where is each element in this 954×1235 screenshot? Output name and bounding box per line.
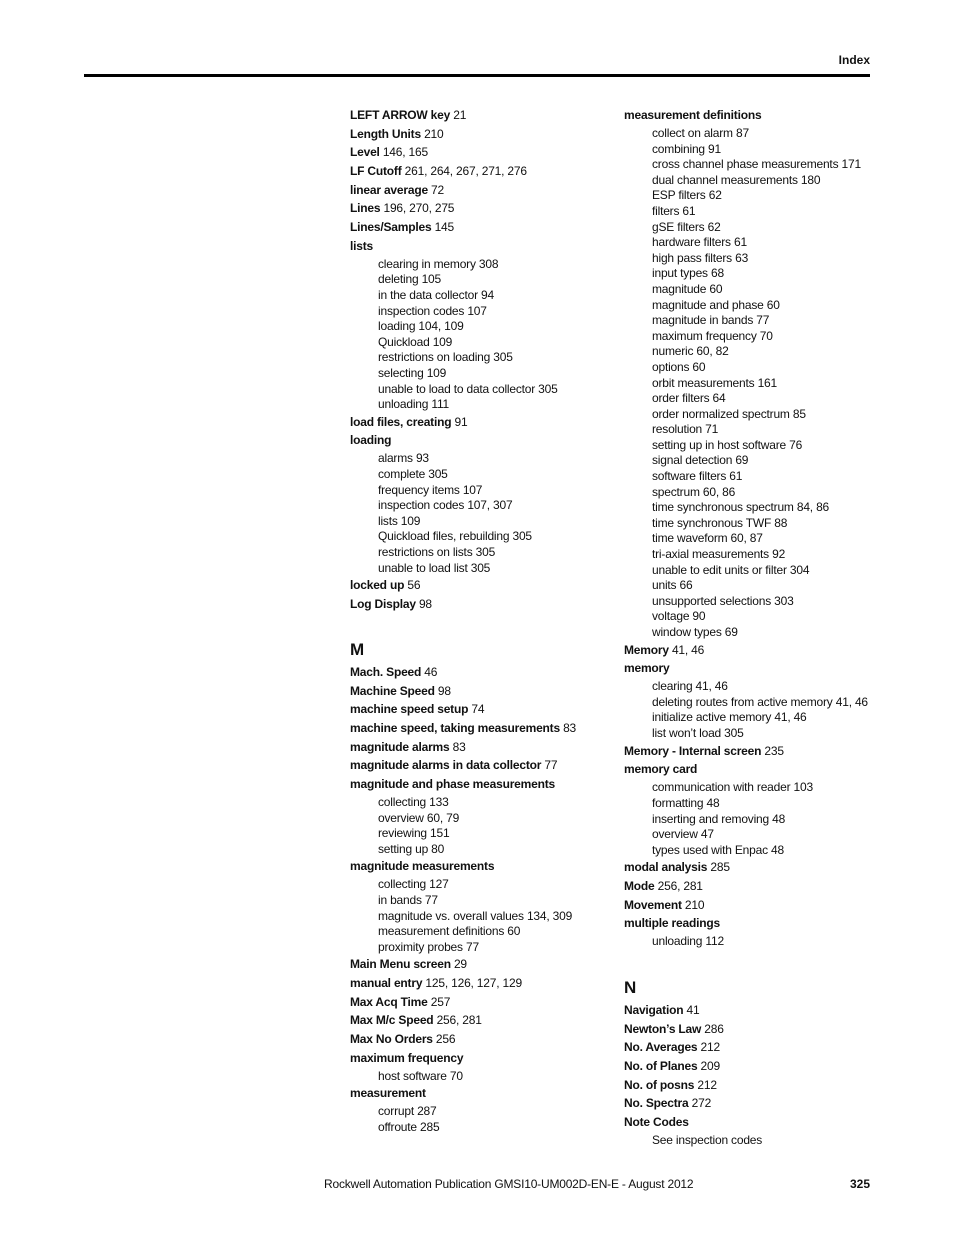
index-subentry: formatting 48 bbox=[652, 795, 720, 810]
index-term: multiple readings bbox=[624, 916, 720, 931]
index-page-refs: 41 bbox=[683, 1002, 700, 1017]
index-subentry-list bbox=[350, 257, 610, 413]
index-term: load files, creating bbox=[350, 414, 452, 429]
index-entry bbox=[624, 898, 894, 913]
index-subentry-list bbox=[350, 451, 610, 576]
index-term: manual entry bbox=[350, 976, 423, 991]
index-term: Machine Speed bbox=[350, 683, 435, 698]
index-entry bbox=[350, 183, 610, 198]
index-entry bbox=[624, 762, 894, 777]
index-entry bbox=[350, 995, 610, 1010]
index-entry bbox=[624, 1040, 894, 1055]
index-subentry: types used with Enpac 48 bbox=[652, 842, 784, 857]
index-term: magnitude measurements bbox=[350, 859, 495, 874]
index-entry bbox=[624, 1115, 894, 1130]
index-subentry: measurement definitions 60 bbox=[378, 924, 521, 939]
index-entry bbox=[350, 1013, 610, 1028]
index-entry bbox=[350, 415, 610, 430]
index-subentry: time waveform 60, 87 bbox=[652, 531, 763, 546]
index-subentry: time synchronous TWF 88 bbox=[652, 515, 788, 530]
index-subentry: spectrum 60, 86 bbox=[652, 484, 736, 499]
index-entry bbox=[350, 220, 610, 235]
index-page-refs: 98 bbox=[434, 683, 451, 698]
index-entry bbox=[350, 108, 610, 123]
index-subentry: loading 104, 109 bbox=[378, 319, 464, 334]
index-page-refs: 72 bbox=[427, 182, 445, 197]
index-page-refs: 210 bbox=[420, 126, 444, 141]
index-subentry: initialize active memory 41, 46 bbox=[652, 710, 807, 725]
index-subentry: window types 69 bbox=[652, 625, 738, 639]
index-subentry: high pass filters 63 bbox=[652, 250, 749, 265]
index-entry bbox=[350, 578, 610, 593]
index-term: loading bbox=[350, 433, 392, 448]
index-term: Lines bbox=[350, 201, 381, 216]
index-subentry: dual channel measurements 180 bbox=[652, 172, 821, 187]
index-entry bbox=[624, 1096, 894, 1111]
index-subentry: unable to load list 305 bbox=[378, 560, 491, 575]
index-entry bbox=[350, 201, 610, 216]
index-page-refs: 83 bbox=[559, 720, 577, 735]
index-entry bbox=[350, 859, 610, 874]
index-subentry-list bbox=[350, 795, 610, 857]
index-subentry: ESP filters 62 bbox=[652, 188, 722, 203]
index-subentry: orbit measurements 161 bbox=[652, 375, 777, 390]
index-entry bbox=[350, 127, 610, 142]
index-page-refs: 46 bbox=[421, 664, 438, 679]
index-term: Note Codes bbox=[624, 1115, 689, 1130]
index-entry bbox=[350, 1032, 610, 1047]
index-term: Main Menu screen bbox=[350, 957, 451, 972]
index-subentry: setting up in host software 76 bbox=[652, 437, 803, 452]
index-subentry: cross channel phase measurements 171 bbox=[652, 157, 861, 172]
index-term: No. of Planes bbox=[624, 1059, 698, 1074]
index-term: Log Display bbox=[350, 596, 416, 611]
index-subentry: setting up 80 bbox=[378, 841, 445, 856]
index-term: Max No Orders bbox=[350, 1032, 433, 1047]
index-subentry: hardware filters 61 bbox=[652, 235, 747, 250]
index-entry bbox=[350, 777, 610, 792]
index-term: modal analysis bbox=[624, 860, 708, 875]
index-entry bbox=[350, 433, 610, 448]
index-subentry: restrictions on loading 305 bbox=[378, 350, 513, 365]
index-subentry: magnitude 60 bbox=[652, 281, 723, 296]
index-term: Newton’s Law bbox=[624, 1021, 702, 1036]
index-term: Navigation bbox=[624, 1002, 684, 1017]
index-letter-heading: M bbox=[350, 639, 365, 659]
index-subentry: collecting 133 bbox=[378, 795, 449, 809]
index-term: lists bbox=[350, 238, 374, 253]
index-subentry: unloading 111 bbox=[378, 397, 450, 412]
index-page-refs: 145 bbox=[431, 220, 454, 235]
index-entry bbox=[350, 145, 610, 160]
index-page-refs: 209 bbox=[697, 1059, 720, 1074]
index-subentry: unable to load to data collector 305 bbox=[378, 381, 558, 396]
index-subentry: signal detection 69 bbox=[652, 453, 749, 468]
index-subentry: time synchronous spectrum 84, 86 bbox=[652, 500, 830, 515]
index-subentry: in the data collector 94 bbox=[378, 288, 494, 302]
index-subentry: resolution 71 bbox=[652, 422, 719, 437]
index-subentry-list bbox=[624, 780, 894, 858]
index-letter-heading: N bbox=[624, 977, 637, 997]
index-subentry: options 60 bbox=[652, 359, 706, 374]
index-term: Mode bbox=[624, 879, 655, 893]
index-term: maximum frequency bbox=[350, 1050, 464, 1065]
index-term: magnitude alarms bbox=[350, 739, 450, 754]
index-subentry: numeric 60, 82 bbox=[652, 344, 729, 359]
index-subentry: deleting routes from active memory 41, 46 bbox=[652, 694, 868, 709]
index-page-refs: 261, 264, 267, 271, 276 bbox=[401, 164, 527, 179]
index-page-refs: 256, 281 bbox=[433, 1013, 482, 1028]
index-subentry: unloading 112 bbox=[652, 934, 724, 949]
footer-publication: Rockwell Automation Publication GMSI10-UM002D-EN-E - August 2012 bbox=[324, 1177, 694, 1191]
index-subentry-list bbox=[624, 126, 894, 641]
index-entry bbox=[350, 957, 610, 972]
index-term: Length Units bbox=[350, 126, 421, 141]
index-entry bbox=[350, 721, 610, 736]
index-entry bbox=[624, 661, 894, 676]
index-subentry: clearing in memory 308 bbox=[378, 256, 499, 271]
index-term: No. of posns bbox=[624, 1077, 695, 1092]
index-subentry: overview 60, 79 bbox=[378, 810, 460, 825]
index-page-refs: 146, 165 bbox=[379, 145, 428, 160]
index-entry bbox=[350, 665, 610, 680]
index-term: No. Averages bbox=[624, 1040, 698, 1055]
index-entry bbox=[350, 597, 610, 612]
index-column-left bbox=[350, 108, 610, 1136]
index-subentry: See inspection codes bbox=[652, 1133, 763, 1148]
index-subentry: magnitude and phase 60 bbox=[652, 297, 780, 312]
index-subentry: gSE filters 62 bbox=[652, 219, 721, 234]
index-term: measurement definitions bbox=[624, 108, 762, 122]
index-subentry: selecting 109 bbox=[378, 365, 447, 380]
index-entry bbox=[624, 1022, 894, 1037]
index-subentry: lists 109 bbox=[378, 513, 421, 528]
index-term: Level bbox=[350, 145, 380, 160]
index-term: Max Acq Time bbox=[350, 994, 428, 1009]
index-term: magnitude and phase measurements bbox=[350, 777, 555, 791]
index-entry bbox=[350, 1051, 610, 1066]
index-subentry: reviewing 151 bbox=[378, 826, 450, 841]
index-page-refs: 257 bbox=[427, 994, 451, 1009]
index-subentry: offroute 285 bbox=[378, 1119, 440, 1134]
index-subentry: alarms 93 bbox=[378, 451, 429, 466]
index-term: measurement bbox=[350, 1086, 426, 1101]
index-subentry: collect on alarm 87 bbox=[652, 126, 749, 140]
index-subentry-list bbox=[624, 1133, 894, 1149]
index-term: memory bbox=[624, 661, 670, 676]
index-page-refs: 91 bbox=[451, 414, 468, 429]
index-entry bbox=[624, 860, 894, 875]
index-subentry: corrupt 287 bbox=[378, 1104, 437, 1119]
index-entry bbox=[350, 976, 610, 991]
index-subentry: magnitude in bands 77 bbox=[652, 313, 770, 328]
index-page-refs: 74 bbox=[468, 702, 485, 717]
index-entry bbox=[624, 879, 894, 894]
index-subentry: communication with reader 103 bbox=[652, 780, 813, 795]
index-entry bbox=[624, 643, 894, 658]
index-entry bbox=[350, 239, 610, 254]
index-page-refs: 210 bbox=[681, 897, 705, 912]
index-entry bbox=[624, 916, 894, 931]
index-term: linear average bbox=[350, 182, 428, 197]
index-subentry-list bbox=[624, 679, 894, 741]
index-subentry: filters 61 bbox=[652, 203, 696, 218]
index-entry bbox=[624, 108, 894, 123]
index-entry bbox=[350, 1086, 610, 1101]
index-term: magnitude alarms in data collector bbox=[350, 758, 542, 773]
index-page-refs: 41, 46 bbox=[668, 642, 705, 657]
index-page-refs: 77 bbox=[541, 758, 558, 773]
index-entry bbox=[350, 164, 610, 179]
index-entry bbox=[350, 758, 610, 773]
index-entry bbox=[624, 1003, 894, 1018]
index-term: Lines/Samples bbox=[350, 220, 432, 235]
index-term: Mach. Speed bbox=[350, 664, 422, 679]
index-subentry: inspection codes 107 bbox=[378, 303, 487, 318]
index-subentry: maximum frequency 70 bbox=[652, 328, 773, 343]
index-subentry: Quickload files, rebuilding 305 bbox=[378, 529, 532, 544]
index-subentry: overview 47 bbox=[652, 827, 714, 842]
index-subentry: deleting 105 bbox=[378, 272, 441, 287]
index-page-refs: 125, 126, 127, 129 bbox=[422, 976, 522, 991]
index-subentry: input types 68 bbox=[652, 266, 724, 281]
index-subentry: order filters 64 bbox=[652, 391, 726, 406]
index-entry bbox=[350, 740, 610, 755]
index-subentry-list bbox=[350, 1104, 610, 1135]
index-subentry: restrictions on lists 305 bbox=[378, 545, 496, 559]
index-page-refs: 29 bbox=[450, 957, 467, 972]
index-subentry: in bands 77 bbox=[378, 892, 438, 907]
index-term: locked up bbox=[350, 578, 405, 593]
index-entry bbox=[624, 1059, 894, 1074]
index-page-refs: 235 bbox=[761, 743, 784, 758]
index-subentry: inserting and removing 48 bbox=[652, 811, 786, 826]
index-term: Movement bbox=[624, 897, 682, 912]
index-subentry: software filters 61 bbox=[652, 469, 743, 484]
page-number: 325 bbox=[849, 1177, 870, 1191]
index-subentry: Quickload 109 bbox=[378, 334, 453, 349]
index-entry bbox=[624, 744, 894, 759]
index-entry bbox=[624, 1078, 894, 1093]
index-term: Memory bbox=[624, 642, 669, 657]
index-page-refs: 196, 270, 275 bbox=[380, 201, 455, 216]
index-entry bbox=[350, 684, 610, 699]
index-subentry-list bbox=[350, 1069, 610, 1085]
index-subentry: list won’t load 305 bbox=[652, 726, 744, 741]
index-subentry: combining 91 bbox=[652, 141, 721, 156]
index-subentry: unsupported selections 303 bbox=[652, 593, 794, 608]
index-term: Memory - Internal screen bbox=[624, 743, 762, 758]
index-subentry: clearing 41, 46 bbox=[652, 679, 728, 694]
index-subentry: tri-axial measurements 92 bbox=[652, 547, 786, 562]
index-subentry: units 66 bbox=[652, 578, 693, 593]
index-page-refs: 285 bbox=[707, 860, 730, 875]
index-page-refs: 212 bbox=[697, 1040, 720, 1055]
index-column-right bbox=[624, 108, 894, 1149]
index-subentry: inspection codes 107, 307 bbox=[378, 498, 513, 513]
index-subentry: order normalized spectrum 85 bbox=[652, 406, 806, 421]
index-subentry: complete 305 bbox=[378, 467, 448, 482]
index-term: LEFT ARROW key bbox=[350, 108, 451, 122]
index-subentry: unable to edit units or filter 304 bbox=[652, 562, 810, 577]
index-term: No. Spectra bbox=[624, 1096, 689, 1111]
header-rule bbox=[84, 74, 870, 77]
index-subentry: collecting 127 bbox=[378, 877, 449, 892]
index-term: LF Cutoff bbox=[350, 164, 402, 179]
index-page-refs: 98 bbox=[415, 596, 432, 611]
index-term: machine speed setup bbox=[350, 702, 469, 717]
index-subentry: magnitude vs. overall values 134, 309 bbox=[378, 908, 573, 923]
index-page-refs: 272 bbox=[688, 1096, 712, 1111]
index-subentry-list bbox=[350, 877, 610, 955]
index-subentry: host software 70 bbox=[378, 1068, 463, 1083]
section-label: Index bbox=[838, 53, 870, 67]
index-page-refs: 83 bbox=[449, 739, 466, 754]
index-entry bbox=[350, 702, 610, 717]
index-page-refs: 286 bbox=[701, 1021, 724, 1036]
index-page-refs: 256 bbox=[432, 1032, 456, 1047]
index-term: Max M/c Speed bbox=[350, 1013, 434, 1028]
index-term: memory card bbox=[624, 762, 698, 777]
index-term: machine speed, taking measurements bbox=[350, 720, 560, 735]
index-page-refs: 21 bbox=[450, 108, 467, 122]
index-page-refs: 212 bbox=[694, 1077, 717, 1092]
index-page-refs: 56 bbox=[404, 578, 421, 593]
index-subentry-list bbox=[624, 934, 894, 950]
index-subentry: frequency items 107 bbox=[378, 482, 483, 497]
index-subentry: voltage 90 bbox=[652, 609, 706, 624]
index-page-refs: 256, 281 bbox=[654, 879, 703, 893]
index-subentry: proximity probes 77 bbox=[378, 939, 479, 954]
